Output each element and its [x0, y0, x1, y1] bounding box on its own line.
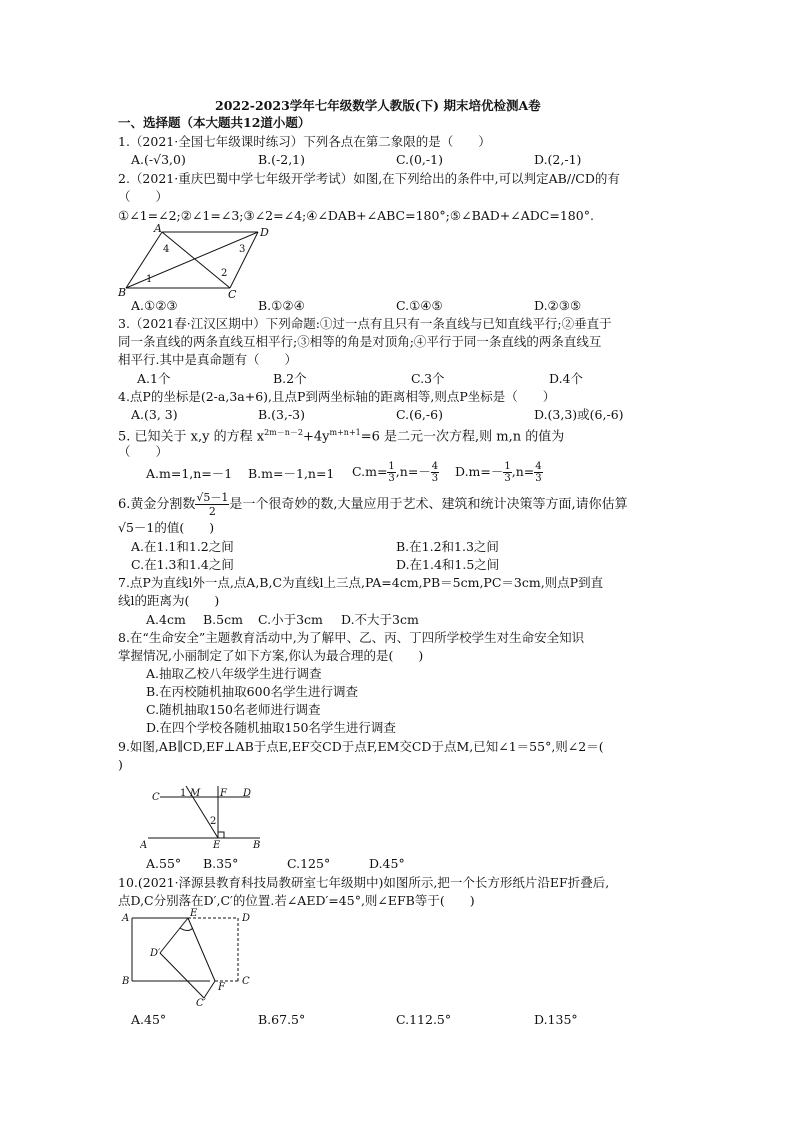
q9-stem-line2: ) [118, 757, 123, 772]
q5-c-prefix: C.m= [352, 464, 388, 479]
q10-option-b: B.67.5° [258, 1012, 306, 1027]
q9-figure-parallel-lines [140, 780, 270, 856]
q4-option-b: B.(3,-3) [258, 407, 306, 422]
q2-figure-quadrilateral [118, 222, 278, 298]
q3-stem-line3: 相平行.其中是真命题有（ ） [118, 352, 297, 367]
q6-option-d: D.在1.4和1.5之间 [396, 557, 500, 572]
q2-angle-3: 3 [239, 244, 246, 255]
q9-angle-1: 1 [180, 788, 187, 799]
q5-exponent-y: m+n+1 [329, 428, 361, 437]
q5-c-n-num: 4 [431, 461, 439, 472]
q2-label-D: D [260, 226, 269, 239]
q10-label-D: D [242, 913, 251, 924]
q9-label-D: D [243, 788, 252, 799]
q2-stem-line1: 2.（2021·重庆巴蜀中学七年级开学考试）如图,在下列给出的条件中,可以判定AB//CD的有 [118, 171, 620, 186]
q1-option-b: B.(-2,1) [258, 152, 306, 167]
q5-exponent-x: 2m－n－2 [264, 428, 303, 437]
q5-d-mid: ,n= [511, 464, 535, 479]
q9-label-E: E [213, 840, 221, 851]
q10-stem-line1: 10.(2021·泽源县教育科技局教研室七年级期中)如图所示,把一个长方形纸片沿EF折叠后, [118, 875, 610, 890]
q10-option-a: A.45° [131, 1012, 167, 1027]
q2-option-b: B.①②④ [258, 298, 305, 313]
q5-d-n-num: 4 [535, 461, 542, 472]
q5-c-m-den: 3 [388, 473, 395, 484]
q10-figure-folded-rectangle [118, 906, 263, 1010]
q1-option-a: A.(-√3,0) [131, 152, 186, 167]
q5-stem-pre: 5. 已知关于 x,y 的方程 x [118, 429, 265, 445]
q6-golden-ratio-fraction [195, 491, 229, 518]
q10-option-c: C.112.5° [396, 1012, 452, 1027]
q8-option-d: D.在四个学校各随机抽取150名学生进行调查 [146, 720, 396, 735]
q2-label-B: B [118, 286, 127, 298]
q5-c-m-fraction [387, 461, 395, 484]
q8-stem-line2: 掌握情况,小丽制定了如下方案,你认为最合理的是( ) [118, 648, 424, 663]
q6-stem-post: 是一个很奇妙的数,大量应用于艺术、建筑和统计决策等方面,请你估算 [229, 497, 628, 512]
q5-d-n-den: 3 [535, 473, 542, 484]
q9-option-d: D.45° [369, 856, 405, 871]
q4-option-c: C.(6,-6) [396, 407, 443, 422]
q8-option-b: B.在丙校随机抽取600名学生进行调查 [146, 684, 359, 699]
q3-option-d: D.4个 [549, 371, 584, 386]
q8-stem-line1: 8.在“生命安全”主题教育活动中,为了解甲、乙、丙、丁四所学校学生对生命安全知识 [118, 630, 585, 645]
q9-stem-line1: 9.如图,AB∥CD,EF⊥AB于点E,EF交CD于点F,EM交CD于点M,已知∠1＝55°,则∠2＝( [118, 739, 604, 754]
q5-stem-post: =6 是二元一次方程,则 m,n 的值为 [360, 429, 565, 445]
q7-option-c: C.小于3cm [258, 612, 323, 627]
q10-label-C: C [242, 976, 250, 987]
q1-stem: 1.（2021·全国七年级课时练习）下列各点在第二象限的是（ ） [118, 134, 491, 149]
q1-option-c: C.(0,-1) [396, 152, 443, 167]
q5-option-b: B.m=－1,n=1 [248, 466, 335, 481]
q9-option-c: C.125° [287, 856, 331, 871]
q10-label-A: A [122, 913, 130, 924]
q2-stem-line2: （ ） [118, 189, 169, 204]
q2-angle-1: 1 [146, 274, 153, 285]
q3-stem-line1: 3.（2021春·江汉区期中）下列命题:①过一点有且只有一条直线与已知直线平行;②垂直于 [118, 316, 612, 331]
q10-label-B: B [122, 976, 130, 987]
q5-c-n-fraction [431, 461, 439, 484]
q2-option-c: C.①④⑤ [396, 298, 443, 313]
q2-option-a: A.①②③ [131, 298, 178, 313]
q7-option-b: B.5cm [203, 612, 243, 627]
q5-d-m-fraction [503, 461, 511, 484]
q2-label-A: A [154, 222, 162, 235]
q6-stem-pre: 6.黄金分割数 [118, 497, 196, 512]
q5-c-n-den: 3 [431, 473, 439, 484]
q5-stem-line1 [118, 425, 564, 445]
q6-option-c: C.在1.3和1.4之间 [131, 557, 234, 572]
q6-frac-num: √5－1 [196, 491, 229, 504]
q5-option-a: A.m=1,n=－1 [146, 466, 233, 481]
q3-option-b: B.2个 [273, 371, 307, 386]
q8-option-c: C.随机抽取150名老师进行调查 [146, 702, 321, 717]
q10-label-F: F [218, 982, 225, 993]
q5-d-m-den: 3 [504, 473, 511, 484]
q7-stem-line2: 线l的距离为( ) [118, 593, 220, 608]
q2-angle-4: 4 [163, 244, 170, 255]
q9-label-M: M [190, 788, 201, 799]
q10-label-E: E [190, 908, 198, 919]
q4-option-a: A.(3, 3) [131, 407, 178, 422]
q10-label-D-prime: D′ [150, 948, 161, 959]
q3-option-c: C.3个 [411, 371, 445, 386]
q9-option-b: B.35° [203, 856, 239, 871]
q4-option-d: D.(3,3)或(6,-6) [534, 407, 624, 422]
exam-title: 2022-2023学年七年级数学人教版(下) 期末培优检测A卷 [215, 98, 541, 113]
q5-d-prefix: D.m=－ [455, 464, 504, 479]
q3-stem-line2: 同一条直线的两条直线互相平行;③相等的角是对顶角;④平行于同一条直线的两条直线互 [118, 334, 602, 349]
q10-label-C-prime: C′ [196, 998, 206, 1009]
q7-option-d: D.不大于3cm [341, 612, 419, 627]
q6-option-a: A.在1.1和1.2之间 [131, 539, 234, 554]
q2-option-d: D.②③⑤ [534, 298, 582, 313]
q2-conditions: ①∠1=∠2;②∠1=∠3;③∠2=∠4;④∠DAB+∠ABC=180°;⑤∠BAD+∠ADC=180°. [118, 208, 594, 223]
q2-angle-2: 2 [221, 268, 228, 279]
q5-stem-line2: （ ） [118, 444, 169, 459]
q10-option-d: D.135° [534, 1012, 578, 1027]
q8-option-a: A.抽取乙校八年级学生进行调查 [146, 666, 322, 681]
q9-label-F: F [220, 788, 227, 799]
q9-label-A: A [140, 840, 148, 851]
q7-option-a: A.4cm [146, 612, 186, 627]
q6-option-b: B.在1.2和1.3之间 [396, 539, 499, 554]
q9-label-B: B [253, 840, 261, 851]
q5-option-c [352, 459, 439, 485]
q5-c-m-num: 1 [388, 461, 395, 472]
q9-option-a: A.55° [146, 856, 182, 871]
q9-label-C: C [152, 792, 160, 803]
q6-stem-line2: √5－1的值( ) [118, 520, 215, 535]
q7-stem-line1: 7.点P为直线l外一点,点A,B,C为直线l上三点,PA=4cm,PB＝5cm,PC＝3cm,则点P到直 [118, 575, 604, 590]
q1-option-d: D.(2,-1) [534, 152, 582, 167]
q5-stem-mid: +4y [303, 429, 330, 445]
q4-stem: 4.点P的坐标是(2-a,3a+6),且点P到两坐标轴的距离相等,则点P坐标是（ ） [118, 389, 556, 404]
q5-option-d [455, 459, 543, 485]
section-heading: 一、选择题（本大题共12道小题） [118, 115, 311, 130]
q5-c-mid: ,n=－ [395, 464, 431, 479]
q9-angle-2: 2 [210, 816, 217, 827]
q6-stem-line1 [118, 490, 628, 520]
q2-label-C: C [228, 288, 237, 298]
q5-d-m-num: 1 [504, 461, 511, 472]
q6-frac-den: 2 [208, 505, 216, 518]
q5-d-n-fraction [534, 461, 542, 484]
q10-stem-line2: 点D,C分别落在D′,C′的位置.若∠AED′=45°,则∠EFB等于( ) [118, 893, 475, 908]
q3-option-a: A.1个 [137, 371, 171, 386]
